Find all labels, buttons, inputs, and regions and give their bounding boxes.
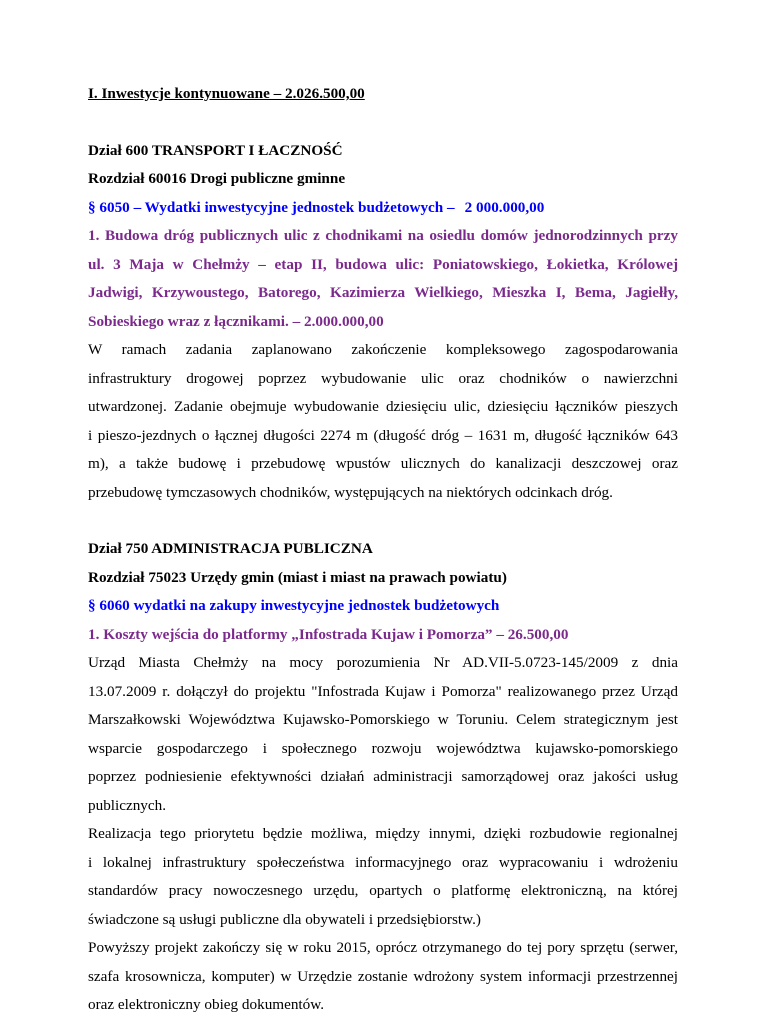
body-line: poprzez podniesienie efektywności działań administracji samorządowej oraz jakości usług bbox=[88, 768, 678, 785]
body-line: 13.07.2009 r. dołączył do projektu "Infostrada Kujaw i Pomorza" realizowanego przez Urząd bbox=[88, 682, 678, 700]
body-line: publicznych. bbox=[88, 796, 167, 814]
body-line: przebudowę tymczasowych chodników, występujących na niektórych odcinkach dróg. bbox=[88, 483, 613, 501]
body-line: oraz elektroniczny obieg dokumentów. bbox=[88, 996, 325, 1013]
rozdzial-60016-heading: Rozdział 60016 Drogi publiczne gminne bbox=[88, 170, 346, 187]
body-line: m), a także budowę i przebudowę wpustów ulicznych do kanalizacji deszczowej oraz bbox=[88, 455, 678, 472]
body-line: Marszałkowski Województwa Kujawsko-Pomorskiego w Toruniu. Celem strategicznym jest bbox=[88, 711, 678, 728]
dzial-600-heading: Dział 600 TRANSPORT I ŁACZNOŚĆ bbox=[88, 141, 343, 159]
task-1-line: Sobieskiego wraz z łącznikami. – 2.000.000,00 bbox=[88, 312, 384, 330]
spacer bbox=[88, 109, 678, 137]
paragraph-6060-line: § 6060 wydatki na zakupy inwestycyjne jednostek budżetowych bbox=[88, 597, 500, 614]
body-line: i pieszo-jezdnych o łącznej długości 2274 m (długość dróg – 1631 m, długość łączników 643 bbox=[88, 426, 678, 444]
rozdzial-75023-heading: Rozdział 75023 Urzędy gmin (miast i miast na prawach powiatu) bbox=[88, 568, 507, 586]
task-1-line: ul. 3 Maja w Chełmży – etap II, budowa ulic: Poniatowskiego, Łokietka, Królowej bbox=[88, 255, 678, 273]
document-page bbox=[88, 80, 678, 1020]
body-line: Realizacja tego priorytetu będzie możliwa, między innymi, dzięki rozbudowie regionalnej bbox=[88, 825, 678, 842]
body-line: wsparcie gospodarczego i społecznego rozwoju województwa kujawsko-pomorskiego bbox=[88, 739, 678, 757]
body-line: utwardzonej. Zadanie obejmuje wybudowanie dziesięciu ulic, dziesięciu łączników pieszych bbox=[88, 398, 678, 415]
paragraph-6050-amount: 2 000.000,00 bbox=[464, 198, 545, 216]
body-line: standardów pracy nowoczesnego urzędu, opartych o platformę elektroniczną, na której bbox=[88, 882, 678, 899]
task-infostrada-line: 1. Koszty wejścia do platformy „Infostrada Kujaw i Pomorza” – 26.500,00 bbox=[88, 625, 569, 643]
task-1-line: Jadwigi, Krzywoustego, Batorego, Kazimierza Wielkiego, Mieszka I, Bema, Jagiełły, bbox=[88, 284, 678, 301]
body-line: Urząd Miasta Chełmży na mocy porozumienia Nr AD.VII-5.0723-145/2009 z dnia bbox=[88, 654, 678, 671]
spacer bbox=[88, 507, 678, 535]
body-line: infrastruktury drogowej poprzez wybudowanie ulic oraz chodników o nawierzchni bbox=[88, 369, 678, 387]
paragraph-6050-label: § 6050 – Wydatki inwestycyjne jednostek budżetowych – bbox=[88, 198, 455, 216]
body-line: świadczone są usługi publiczne dla obywateli i przedsiębiorstw.) bbox=[88, 910, 481, 928]
dzial-750-heading: Dział 750 ADMINISTRACJA PUBLICZNA bbox=[88, 540, 373, 557]
paragraph-6050-line bbox=[88, 194, 678, 223]
body-line: szafa krosownicza, komputer) w Urzędzie zostanie wdrożony system informacji przestrzennej bbox=[88, 967, 678, 985]
task-1-line: 1. Budowa dróg publicznych ulic z chodnikami na osiedlu domów jednorodzinnych przy bbox=[88, 227, 678, 244]
section-title: I. Inwestycje kontynuowane – 2.026.500,00 bbox=[88, 85, 365, 102]
body-line: Powyższy projekt zakończy się w roku 2015, oprócz otrzymanego do tej pory sprzętu (serwer, bbox=[88, 939, 678, 956]
body-line: i lokalnej infrastruktury społeczeństwa informacyjnego oraz wypracowaniu i wdrożeniu bbox=[88, 853, 678, 871]
body-line: W ramach zadania zaplanowano zakończenie kompleksowego zagospodarowania bbox=[88, 341, 678, 358]
